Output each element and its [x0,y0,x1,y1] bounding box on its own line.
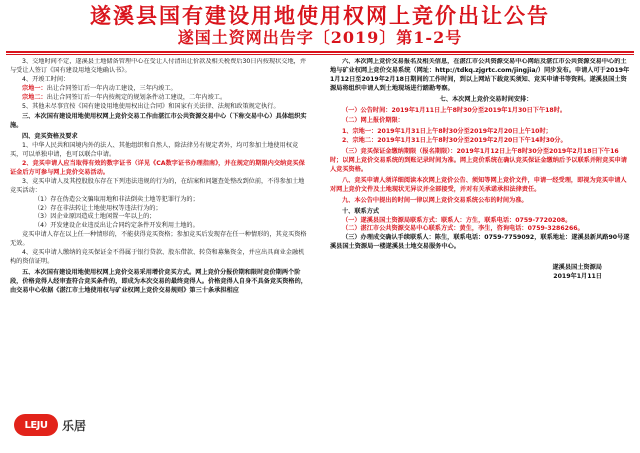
clause-delivery: 3、交地时间不定，遂溪县土地储备管理中心在受让人付清出让价款及相关税费后30日内按现状交地，并与受让人签订《国有建设用地交地确认书》。 [10,58,307,74]
parcel-two-label: 宗地二： [22,93,47,101]
bidding-period-parcel-two: 2、宗地二：2019年1月31日上午8时30分至2019年2月20日下午14时30分。 [342,137,567,145]
qualification-3: 3、竞买申请人及其控股股东存在下列违法违规的行为的，在结案和问题查处整改到位前，不得参加土地竞买活动： [10,177,305,194]
parcel-one-label: 宗地一： [22,84,47,92]
qualification-1: 1、中华人民共和国境内外的法人、其他组织和自然人，除法律另有规定者外，均可参加土地使用权竞买，可以单独申请，也可以联合申请。 [10,142,299,159]
section-six: 六、本次网上竞价交易报名及相关信息，在湛江市公共资源交易中心网站及湛江市公共资源交易中心的土地与矿业权网上竞价交易系统（网址：http://tdkq.zjgrtc.com/jingjia/）同步发布。申请人可于2019年1月12日至2019年2月18日期间的工作时间，到以上网站下载竞买须知、竞买申请书等资料。遂溪县国土资源局将组织申请人到土地现场进行踏勘考察。 [330,58,630,92]
bidding-period-parcel-one: 1、宗地一：2019年1月31日上午8时30分至2019年2月20日上午10时； [342,128,552,136]
notice-title: 遂溪县国有建设用地使用权网上竞价出让公告 [90,3,550,28]
violation-2: （2）存在非法转让土地使用权等违法行为的； [34,204,162,212]
clause-parcel-one [10,85,310,94]
section-three: 三、本次国有建设用地使用权网上竞价交易工作由湛江市公共资源交易中心（下称交易中心）具体组织实施。 [10,113,307,130]
clause-parcel-two [10,94,310,103]
section-five: 五、本次国有建设用地使用权网上竞价交易采用增价竞买方式。网上竞价分报价期和限时竞价期两个阶段，价格竞得人经审查符合竞买条件的，即成为本次交易的最终竞得人。价格竞得人自身不具备竞买资格的，由交易中心依据《湛江市土地使用权与矿业权网上竞价交易规则》第三十条承担相应 [10,268,307,294]
bidding-period-heading: （二）网上报价期限： [342,117,404,125]
violation-1: （1）存在伪造公文骗取用地和非法倒卖土地等犯罪行为的； [34,195,199,203]
clause-other: 5、其他未尽事宜按《国有建设用地使用权出让合同》和国家有关法律、法规和政策规定执行。 [22,102,280,110]
parcel-two-text: 出让合同签订后一年内按规定的规划条件动工建设，二年内竣工。 [46,93,227,101]
section-seven-heading: 七、本次网上竞价交易时间安排： [439,95,533,103]
issue-date: 2019年1月11日 [553,273,602,281]
notice-number: 遂国土资网出告字〔2019〕第1-2号 [177,28,463,47]
qualification-2: 2、竞买申请人应当取得有效的数字证书（详见《CA数字证书办理指南》，并在规定的期限内交纳竞买保证金后方可参与网上竞价交易活动。 [10,159,305,176]
violation-4: （4）开发建设企业违反出让合同约定条件开发利用土地的。 [34,222,199,230]
violation-3: （3）因企业原因造成土地闲置一年以上的； [34,213,156,221]
announcement-period: （一）公告时间：2019年1月11日上午8时30分至2019年1月30日下午18时。 [342,106,567,114]
section-eight: 八、竞买申请人须详细阅读本次网上竞价公告、须知等网上竞价文件，申请一经受理，即视为竞买申请人对网上竞价文件及土地现状无异议并全部接受，并对有关承诺承担法律责任。 [330,176,627,193]
leju-logo [14,412,94,438]
leju-logo-text: 乐居 [62,418,87,433]
right-column [330,58,630,453]
parcel-one-text: 出让合同签订后一年内动工建设，三年内竣工。 [46,84,177,92]
qualification-4: 4、竞买申请人缴纳的竞买保证金不得属于银行贷款、股东借款、转贷和募集资金，并应出具商业金融机构的资信证明。 [10,249,305,265]
issuer-name: 遂溪县国土资源局 [552,264,602,272]
contact-land-bureau: （一）遂溪县国土资源局联系方式：联系人：方生，联系电话：0759-7720208。 [342,216,572,224]
left-column [10,58,310,422]
section-ten-heading: 十、联系方式 [342,207,380,215]
section-four-heading: 四、竞买资格及要求 [22,133,78,141]
qualification-note: 竞买申请人存在以上任一种情形的，不能获得竞买资格；参加竞买后发现存在任一种情形的，其竞买资格无效。 [10,231,307,248]
contact-confirmation: （三）办理成交确认手续联系人：陈生，联系电话：0759-7759092，联系地址：遂溪县新风路90号遂溪县国土资源局一楼遂溪县土地交易服务中心。 [330,234,630,251]
deposit-period: （三）竞买保证金缴纳期限（报名期限）：2019年1月12日上午8时30分至2019年2月18日下午16时；以网上竞价交易系统的到账记录时间为准。网上竞价系统在确认竞买保证金缴纳后予以联系并附竞买申请人竞买资格。 [330,148,627,173]
leju-logo-icon: LEJU [14,414,58,436]
section-nine: 九、本公告中提出的时间一律以网上竞价交易系统公布的时间为准。 [342,196,528,204]
title-divider-thin [6,54,634,55]
title-divider [6,51,634,53]
clause-construction-heading: 4、开竣工时间： [22,75,70,83]
contact-trading-center: （二）湛江市公共资源交易中心联系方式：黄生，李生，咨询电话：0759-3286266。 [342,225,584,233]
